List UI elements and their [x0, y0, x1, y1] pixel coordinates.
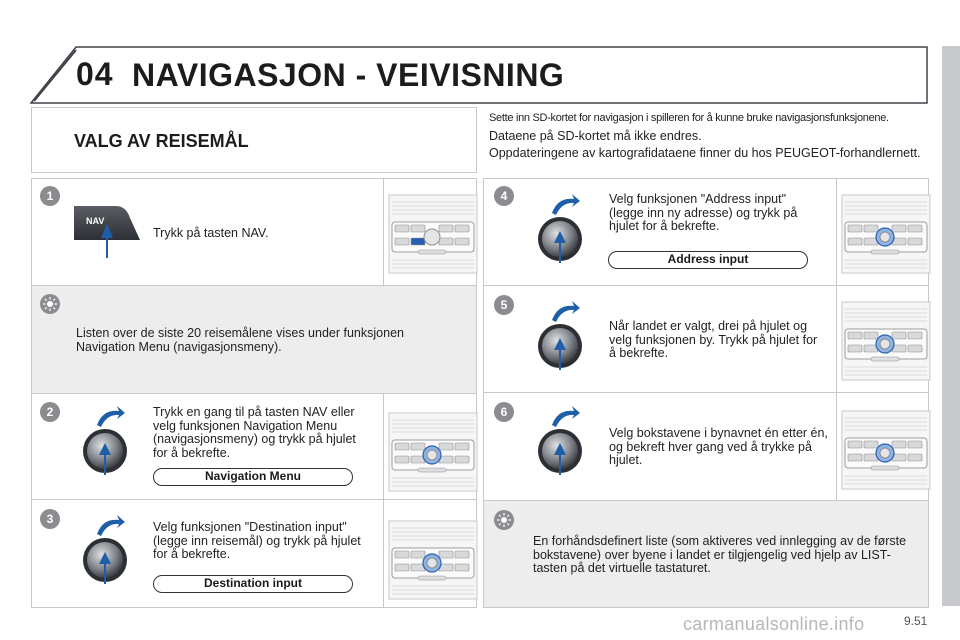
intro-info — [489, 111, 929, 163]
rotary-knob-icon — [77, 514, 137, 584]
destination-input-option: Destination input — [153, 575, 353, 593]
page-edge-tab — [942, 46, 960, 606]
rotary-knob-icon — [532, 300, 592, 370]
intro-line-sd-unchanged: Dataene på SD-kortet må ikke endres. — [489, 129, 702, 143]
step-2-text: Trykk en gang til på tasten NAV eller velg funksjonen Navigation Menu (navigasjonsmeny) og trykk på hjulet for å bekrefte. — [153, 405, 356, 460]
radio-panel-icon — [388, 520, 478, 600]
step-4-badge: 4 — [494, 186, 514, 206]
intro-line-sd-card: Sette inn SD-kortet for navigasjon i spilleren for å kunne bruke navigasjonsfunksjonene. — [489, 112, 889, 124]
svg-text:NAV: NAV — [86, 216, 105, 226]
tip-1-text: Listen over de siste 20 reisemålene vises under funksjonen Navigation Menu (navigasjonsmeny). — [76, 326, 404, 354]
step-1-badge: 1 — [40, 186, 60, 206]
tip-2-bulb-icon — [494, 510, 514, 530]
radio-panel-icon — [841, 194, 931, 274]
step-3-badge: 3 — [40, 509, 60, 529]
step-3-text: Velg funksjonen "Destination input" (legge inn reisemål) og trykk på hjulet for å bekrefte. — [153, 520, 361, 561]
rotary-knob-icon — [532, 405, 592, 475]
radio-panel-icon — [388, 194, 478, 274]
address-input-option: Address input — [608, 251, 808, 269]
page-number: 9.51 — [904, 614, 928, 628]
rotary-knob-icon — [77, 405, 137, 475]
step-1-text: Trykk på tasten NAV. — [153, 226, 269, 240]
navigation-menu-option: Navigation Menu — [153, 468, 353, 486]
intro-line-map-updates: Oppdateringene av kartografidataene finner du hos PEUGEOT-forhandlernett. — [489, 146, 921, 160]
step-6-text: Velg bokstavene i bynavnet én etter én, og bekreft hver gang ved å trykke på hjulet. — [609, 426, 828, 467]
step-5-text: Når landet er valgt, drei på hjulet og velg funksjonen by. Trykk på hjulet for å bekrefte. — [609, 319, 818, 360]
radio-panel-icon — [841, 301, 931, 381]
watermark: carmanualsonline.info — [683, 614, 865, 634]
section-title: VALG AV REISEMÅL — [74, 131, 249, 151]
rotary-knob-icon — [532, 193, 592, 263]
step-6-badge: 6 — [494, 402, 514, 422]
tip-2-text: En forhåndsdefinert liste (som aktiveres ved innlegging av de første bokstavene) over byene i landet er tilgjengelig ved hjelp av LIST-tasten på det virtuelle tastaturet. — [533, 534, 907, 575]
step-5-badge: 5 — [494, 295, 514, 315]
step-4-text: Velg funksjonen "Address input" (legge inn ny adresse) og trykk på hjulet for å bekrefte. — [609, 192, 798, 233]
radio-panel-icon — [841, 410, 931, 490]
step-2-badge: 2 — [40, 402, 60, 422]
tip-1-bulb-icon — [40, 294, 60, 314]
nav-key-icon — [72, 200, 144, 260]
radio-panel-icon — [388, 412, 478, 492]
chapter-title: NAVIGASJON - VEIVISNING — [132, 57, 565, 93]
chapter-number: 04 — [76, 56, 114, 92]
